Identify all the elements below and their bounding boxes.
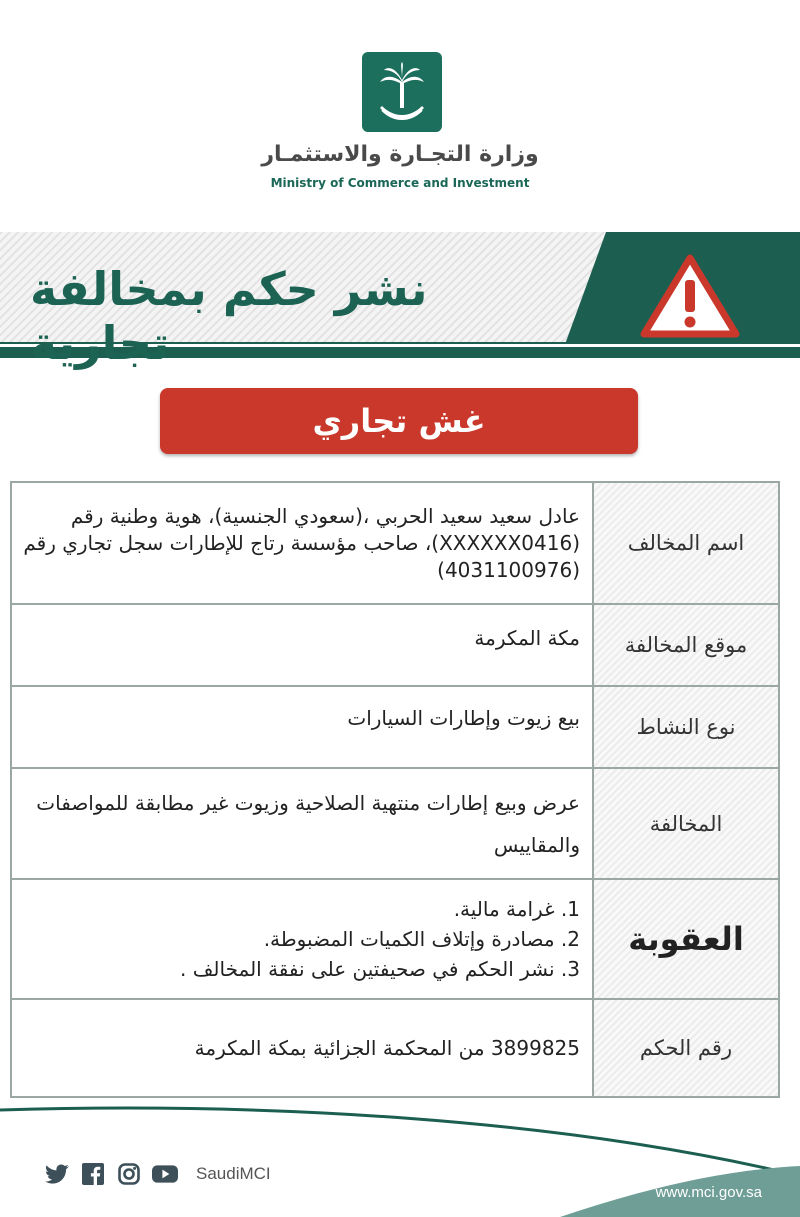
row-value: 3899825 من المحكمة الجزائية بمكة المكرمة (11, 999, 593, 1097)
palm-swords-emblem-icon (372, 60, 432, 124)
row-label: المخالفة (593, 768, 779, 879)
violation-category: غش تجاري (160, 388, 638, 454)
row-label: موقع المخالفة (593, 604, 779, 686)
table-row (11, 482, 779, 604)
row-value: عادل سعيد سعيد الحربي ،(سعودي الجنسية)، هوية وطنية رقم (XXXXXX0416)، صاحب مؤسسة رتاج للإطارات سجل تجاري رقم (4031100976) (11, 482, 593, 604)
social-links (44, 1158, 271, 1190)
ministry-logo (362, 52, 442, 132)
facebook-icon[interactable] (80, 1161, 106, 1187)
social-handle[interactable]: SaudiMCI (196, 1164, 271, 1183)
row-label: نوع النشاط (593, 686, 779, 768)
ministry-name-english: Ministry of Commerce and Investment (270, 176, 530, 190)
youtube-icon[interactable] (152, 1161, 178, 1187)
row-label: رقم الحكم (593, 999, 779, 1097)
penalty-item: 1. غرامة مالية. (453, 897, 580, 921)
banner-title: نشر حكم بمخالفة تجارية (30, 262, 428, 370)
violation-details-table (10, 481, 780, 1098)
row-value: مكة المكرمة (11, 604, 593, 686)
warning-triangle-icon (638, 252, 742, 340)
table-row (11, 879, 779, 999)
row-label: العقوبة (593, 879, 779, 999)
row-value: بيع زيوت وإطارات السيارات (11, 686, 593, 768)
row-label: اسم المخالف (593, 482, 779, 604)
penalty-item: 2. مصادرة وإتلاف الكميات المضبوطة. (263, 927, 580, 951)
website-url[interactable]: www.mci.gov.sa (655, 1184, 762, 1201)
table-row (11, 604, 779, 686)
row-value (11, 879, 593, 999)
twitter-icon[interactable] (44, 1161, 70, 1187)
table-row (11, 999, 779, 1097)
instagram-icon[interactable] (116, 1161, 142, 1187)
table-row (11, 686, 779, 768)
ministry-name-arabic: وزارة التجـارة والاستثمـار (261, 142, 539, 167)
table-row (11, 768, 779, 879)
row-value: عرض وبيع إطارات منتهية الصلاحية وزيوت غير مطابقة للمواصفات والمقاييس (11, 768, 593, 879)
penalty-item: 3. نشر الحكم في صحيفتين على نفقة المخالف . (180, 957, 580, 981)
